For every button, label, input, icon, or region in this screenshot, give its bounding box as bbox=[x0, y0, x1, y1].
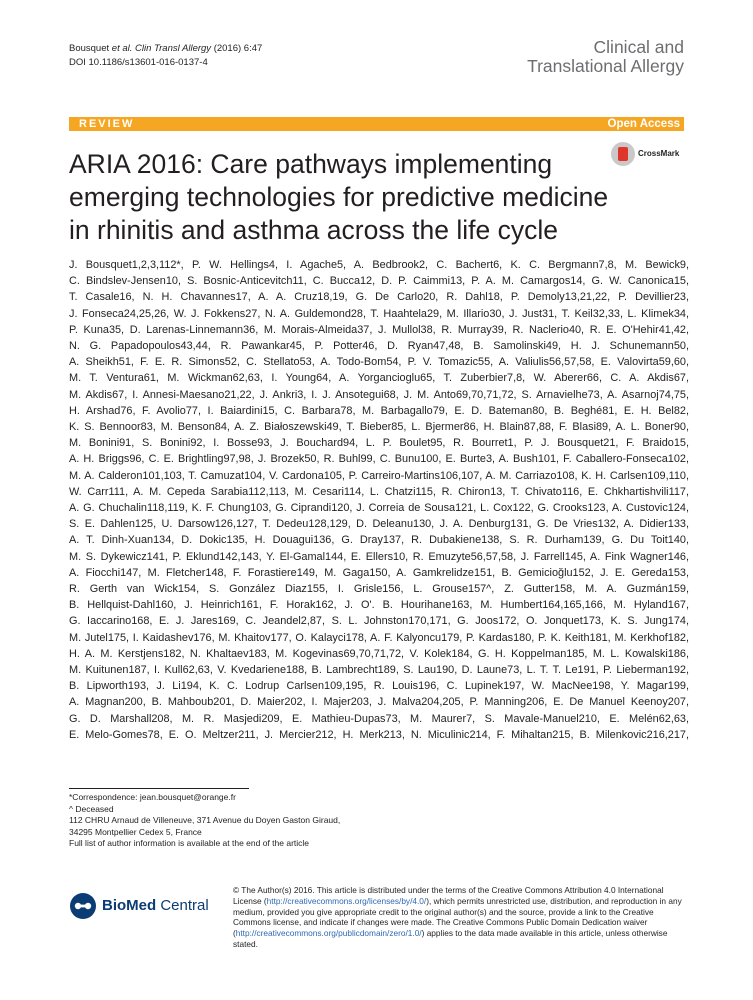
footnote-line: Full list of author information is available at the end of the article bbox=[69, 838, 310, 849]
license-statement: © The Author(s) 2016. This article is distributed under the terms of the Creative Commons Attribution 4.0 International License (http://creativecommons.org/licenses/by/4.0/), which permits unrestricted use, distribution, and reproduction in any medium, provided you give appropriate credit to the original author(s) and the source, provide a link to the Creative Commons license, and indicate if changes were made. The Creative Commons Public Domain Dedication waiver (http://creativecommons.org/publicdomain/zero/1.0/) applies to the data made available in this article, unless otherwise stated. bbox=[233, 885, 682, 949]
open-access-label: Open Access bbox=[607, 118, 680, 130]
author-list bbox=[69, 257, 689, 743]
author-line: J. Fonseca24,25,26, W. J. Fokkens27, N. A. Guldemond28, T. Haahtela29, M. Illario30, J. Just31, T. Keil32,33, L. Klimek34, bbox=[69, 307, 689, 320]
author-line: A. Fiocchi147, M. Fletcher148, F. Forastiere149, M. Gaga150, A. Gamkrelidze151, B. Gemicioğlu152, J. E. Gereda153, bbox=[69, 566, 689, 579]
footnote-line: 112 CHRU Arnaud de Villeneuve, 371 Avenue du Doyen Gaston Giraud, bbox=[69, 815, 341, 826]
footnote-line: ^ Deceased bbox=[69, 803, 114, 814]
footnote-divider bbox=[69, 788, 249, 789]
footnotes bbox=[69, 792, 399, 850]
author-line: M. Kuitunen187, I. Kull62,63, V. Kvedariene188, B. Lambrecht189, S. Lau190, D. Laune73, L. T. T. Le191, P. Lieberman192, bbox=[69, 664, 689, 677]
public-domain-link[interactable]: http://creativecommons.org/publicdomain/zero/1.0/ bbox=[235, 928, 422, 939]
author-line: M. Akdis67, I. Annesi-Maesano21,22, J. Ankri3, I. J. Ansotegui68, J. M. Anto69,70,71,72, S. Arnavielhe73, A. Asarnoj74,75, bbox=[69, 388, 689, 401]
author-line: S. E. Dahlen125, U. Darsow126,127, T. Dedeu128,129, D. Deleanu130, J. A. Denburg131, G. De Vries132, A. Didier133, bbox=[69, 518, 689, 531]
author-line: A. Sheikh51, F. E. R. Simons52, C. Stellato53, A. Todo-Bom54, P. V. Tomazic55, A. Valiulis56,57,58, E. Valovirta59,60, bbox=[69, 356, 689, 369]
author-line: H. A. M. Kerstjens182, N. Khaltaev183, M. Kogevinas69,70,71,72, V. Kolek184, G. H. Koppelman185, M. L. Kowalski186, bbox=[69, 647, 689, 660]
article-type-banner bbox=[69, 117, 684, 131]
article-type-label: REVIEW bbox=[79, 118, 135, 130]
author-line: C. Bindslev-Jensen10, S. Bosnic-Anticevitch11, C. Bucca12, D. P. Caimmi13, P. A. M. Camargos14, G. W. Canonica15, bbox=[69, 275, 689, 288]
article-title: ARIA 2016: Care pathways implementing emerging technologies for predictive medicine in rhinitis and asthma across the life cycle bbox=[69, 149, 609, 245]
author-line: M. Bonini91, S. Bonini92, I. Bosse93, J. Bouchard94, L. P. Boulet95, R. Bourret1, P. J. Bousquet21, F. Braido15, bbox=[69, 437, 689, 450]
author-line: M. T. Ventura61, M. Wickman62,63, I. Young64, A. Yorgancioglu65, T. Zuberbier7,8, W. Aberer66, C. A. Akdis67, bbox=[69, 372, 689, 385]
citation-year: (2016) 6:47 bbox=[211, 43, 263, 54]
journal-name-line-1: Clinical and bbox=[593, 37, 684, 57]
author-line: B. Lipworth193, J. Li194, K. C. Lodrup Carlsen109,195, R. Louis196, C. Lupinek197, W. MacNee198, Y. Magar199, bbox=[69, 680, 689, 693]
author-line: R. Gerth van Wick154, S. González Diaz155, I. Grisle156, L. Grouse157^, Z. Gutter158, M. A. Guzmán159, bbox=[69, 583, 689, 596]
author-line: M. A. Calderon101,103, T. Camuzat104, V. Cardona105, P. Carreiro-Martins106,107, A. M. Carriazo108, K. H. Carlsen109,110, bbox=[69, 469, 689, 482]
author-line: K. S. Bennoor83, M. Benson84, A. Z. Białoszewski49, T. Bieber85, L. Bjermer86, H. Blain87,88, F. Blasi89, A. L. Boner90, bbox=[69, 421, 689, 434]
author-line: G. D. Marshall208, M. R. Masjedi209, E. Mathieu-Dupas73, M. Maurer7, S. Mavale-Manuel210, E. Melén62,63, bbox=[69, 712, 689, 725]
author-line: P. Kuna35, D. Larenas-Linnemann36, M. Morais-Almeida37, J. Mullol38, R. Murray39, R. Naclerio40, R. E. O'Hehir41,42, bbox=[69, 323, 689, 336]
footnote-line: 34295 Montpellier Cedex 5, France bbox=[69, 826, 202, 837]
author-line: A. G. Chuchalin118,119, K. F. Chung103, G. Ciprandi120, J. Correia de Sousa121, L. Cox122, G. Crooks123, A. Custovic124, bbox=[69, 502, 689, 515]
author-line: N. G. Papadopoulos43,44, R. Pawankar45, P. Potter46, D. Ryan47,48, B. Samolinski49, H. J. Schunemann50, bbox=[69, 340, 689, 353]
author-line: M. Jutel175, I. Kaidashev176, M. Khaitov177, O. Kalayci178, A. F. Kalyoncu179, P. Kardas180, P. K. Keith181, M. Kerkhof182, bbox=[69, 631, 689, 644]
publisher-name: BioMed Central bbox=[102, 897, 209, 914]
citation-author: Bousquet bbox=[69, 43, 112, 54]
author-line: G. Iaccarino168, E. J. Jares169, C. Jeandel2,87, S. L. Johnston170,171, G. Joos172, O. Jonquet173, K. S. Jung174, bbox=[69, 615, 689, 628]
footnote-line: *Correspondence: jean.bousquet@orange.fr bbox=[69, 792, 236, 802]
author-line: H. Arshad76, F. Avolio77, I. Baiardini15, C. Barbara78, M. Barbagallo79, E. D. Bateman80, B. Beghé81, E. H. Bel82, bbox=[69, 404, 689, 417]
author-line: A. Magnan200, B. Mahboub201, D. Maier202, I. Majer203, J. Malva204,205, P. Manning206, E. De Manuel Keenoy207, bbox=[69, 696, 689, 709]
doi: DOI 10.1186/s13601-016-0137-4 bbox=[69, 57, 208, 68]
license-link[interactable]: http://creativecommons.org/licenses/by/4.0/ bbox=[266, 895, 427, 906]
author-line: W. Carr111, A. M. Cepeda Sarabia112,113, M. Cesari114, L. Chatzi115, R. Chiron13, T. Chivato116, E. Chkhartishvili117, bbox=[69, 485, 689, 498]
biomed-central-logo-icon bbox=[69, 892, 97, 920]
citation-journal: et al. Clin Transl Allergy bbox=[111, 43, 212, 54]
author-line: E. Melo-Gomes78, E. O. Meltzer211, J. Mercier212, H. Merk213, N. Miculinic214, F. Mihaltan215, B. Milenkovic216,217, bbox=[69, 728, 689, 741]
author-line: T. Casale16, N. H. Chavannes17, A. A. Cruz18,19, G. De Carlo20, R. Dahl18, P. Demoly13,21,22, P. Devillier23, bbox=[69, 291, 689, 304]
citation-line bbox=[69, 42, 262, 56]
article-citation bbox=[69, 42, 262, 70]
author-line: A. T. Dinh-Xuan134, D. Dokic135, H. Douagui136, G. Dray137, R. Dubakiene138, S. R. Durham139, G. Du Toit140, bbox=[69, 534, 689, 547]
crossmark-label: CrossMark bbox=[638, 149, 680, 158]
biomed-central-logo bbox=[69, 888, 229, 928]
author-line: A. H. Briggs96, C. E. Brightling97,98, J. Brozek50, R. Buhl99, C. Bunu100, E. Burte3, A. Bush101, F. Caballero-Fonseca102, bbox=[69, 453, 689, 466]
author-line: M. S. Dykewicz141, P. Eklund142,143, Y. El-Gamal144, E. Ellers10, R. Emuzyte56,57,58, J. Farrell145, A. Fink Wagner146, bbox=[69, 550, 689, 563]
author-line: J. Bousquet1,2,3,112*, P. W. Hellings4, I. Agache5, A. Bedbrook2, C. Bachert6, K. C. Bergmann7,8, M. Bewick9, bbox=[69, 259, 689, 271]
journal-name-line-2: Translational Allergy bbox=[527, 56, 684, 76]
journal-name bbox=[527, 38, 684, 76]
author-line: B. Hellquist-Dahl160, J. Heinrich161, F. Horak162, J. O'. B. Hourihane163, M. Humbert164,165,166, M. Hyland167, bbox=[69, 599, 689, 612]
